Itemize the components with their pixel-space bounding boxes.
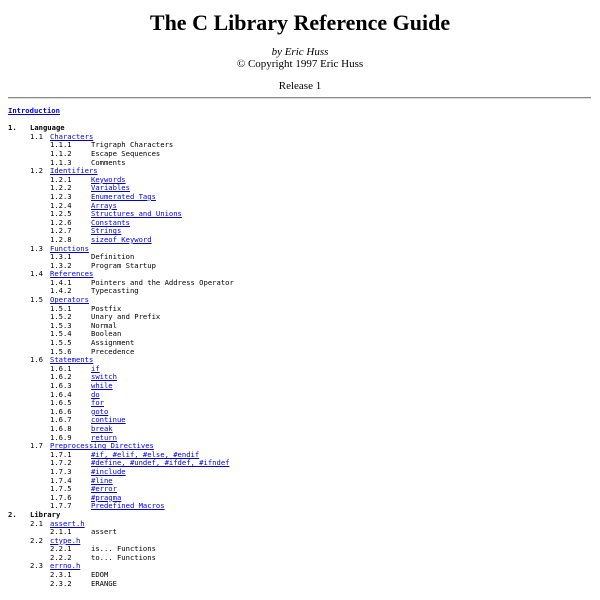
toc-entry-label: Trigraph Characters	[91, 140, 174, 150]
toc-entry	[8, 287, 593, 296]
toc-entry-link[interactable]: Predefined Macros	[91, 501, 165, 511]
toc-entry-number: 1.6.2	[50, 372, 72, 382]
toc-entry-number: 1.5.6	[50, 346, 72, 356]
toc-entry-label: Pointers and the Address Operator	[91, 277, 234, 287]
toc-entry-link[interactable]: Preprocessing Directives	[50, 441, 154, 451]
toc-entry-link[interactable]: ctype.h	[50, 535, 81, 545]
toc-entry	[8, 528, 593, 537]
toc-intro-row	[8, 107, 593, 116]
toc-section-heading: Language	[30, 123, 65, 133]
toc-entry-link[interactable]: switch	[91, 372, 117, 382]
toc-entry-number: 2.2	[30, 535, 43, 545]
toc-entry-number: 1.6.3	[50, 381, 72, 390]
toc-entry-number: 1.5.2	[50, 312, 72, 322]
toc-entry-number: 1.3	[30, 243, 43, 253]
toc-entry-link[interactable]: return	[91, 432, 117, 442]
toc-entry-number: 1.7	[30, 441, 43, 451]
toc-entry-link[interactable]: errno.h	[50, 561, 81, 571]
toc-entry-link[interactable]: References	[50, 269, 94, 279]
toc-entry-number: 1.6	[30, 355, 43, 365]
toc-entry-label: to... Functions	[91, 552, 156, 562]
toc-entry-number: 1.2.1	[50, 174, 72, 184]
toc-entry-link[interactable]: while	[91, 381, 113, 390]
toc-entry-link[interactable]: assert.h	[50, 518, 85, 528]
toc-entry-link[interactable]: for	[91, 398, 104, 408]
toc-entry	[8, 348, 593, 357]
toc-entry-link[interactable]: Characters	[50, 131, 94, 141]
toc-entry-label: Comments	[91, 157, 126, 167]
toc-entry-number: 1.1.3	[50, 157, 72, 167]
toc-entry	[8, 236, 593, 245]
toc-entry-number: 1.5.3	[50, 320, 72, 330]
toc-entry-link[interactable]: #line	[91, 475, 113, 485]
copyright-notice: © Copyright 1997 Eric Huss	[236, 58, 364, 70]
toc-entry-number: 1.6.9	[50, 432, 72, 442]
toc-entry-number: 1.7.1	[50, 449, 72, 459]
toc-entry-link[interactable]: #pragma	[91, 492, 122, 502]
toc-entry-label: Unary and Prefix	[91, 312, 161, 322]
toc-entry-number: 1.	[8, 123, 17, 133]
page-title: The C Library Reference Guide	[149, 10, 451, 35]
toc-entry-link[interactable]: Variables	[91, 183, 130, 193]
toc-entry-label: Normal	[91, 320, 117, 330]
toc-entry-link[interactable]: Constants	[91, 217, 130, 227]
toc-entry-label: Typecasting	[91, 286, 139, 296]
toc-entry-label: ERANGE	[91, 578, 117, 588]
toc-entry-number: 1.1.2	[50, 148, 72, 158]
toc-entry-number: 1.4	[30, 269, 43, 279]
toc-entry-link[interactable]: Statements	[50, 355, 94, 365]
toc-entry-number: 1.2.3	[50, 191, 72, 201]
table-of-contents	[8, 107, 593, 588]
toc-entry-number: 1.5	[30, 295, 43, 305]
toc-entry-number: 1.5.1	[50, 303, 72, 313]
toc-entry-label: Program Startup	[91, 260, 156, 270]
toc-entry-number: 1.6.4	[50, 389, 72, 399]
toc-entry-number: 1.2.7	[50, 226, 72, 236]
toc-entry-number: 1.5.5	[50, 338, 72, 348]
toc-entry-number: 2.1	[30, 518, 43, 528]
toc-entry	[8, 502, 593, 511]
toc-entry-number: 2.3.1	[50, 570, 72, 580]
toc-entry-number: 1.1	[30, 131, 43, 141]
horizontal-rule	[8, 97, 591, 99]
toc-entry-number: 1.2.5	[50, 209, 72, 219]
toc-entry-label: Precedence	[91, 346, 135, 356]
toc-entry-link[interactable]: Enumerated Tags	[91, 191, 156, 201]
toc-entry-label: EDOM	[91, 570, 109, 580]
introduction-link[interactable]: Introduction	[8, 106, 60, 115]
toc-entry-number: 2.1.1	[50, 527, 72, 537]
toc-section-heading: Library	[30, 509, 61, 519]
toc-entry-link[interactable]: #if, #elif, #else, #endif	[91, 449, 200, 459]
toc-entry-number: 1.4.1	[50, 277, 72, 287]
toc-entry-link[interactable]: Identifiers	[50, 166, 98, 176]
toc-entry-link[interactable]: Keywords	[91, 174, 126, 184]
toc-entry-number: 2.	[8, 509, 17, 519]
toc-entry-link[interactable]: Structures and Unions	[91, 209, 182, 219]
toc-entry-label: is... Functions	[91, 544, 156, 554]
toc-entry-label: Postfix	[91, 303, 122, 313]
toc-entry	[8, 580, 593, 589]
release-label: Release 1	[278, 80, 322, 92]
toc-entry-number: 1.2	[30, 166, 43, 176]
toc-entry-number: 1.2.6	[50, 217, 72, 227]
toc-entry-number: 1.2.2	[50, 183, 72, 193]
toc-entry-link[interactable]: if	[91, 363, 100, 373]
toc-entry-number: 1.6.1	[50, 363, 72, 373]
toc-entry-link[interactable]: Arrays	[91, 200, 117, 210]
toc-entry-link[interactable]: Strings	[91, 226, 122, 236]
toc-entry-link[interactable]: Operators	[50, 295, 89, 305]
toc-entry-link[interactable]: goto	[91, 406, 109, 416]
toc-entry-label: Definition	[91, 252, 135, 262]
toc-entry	[8, 554, 593, 563]
toc-entry-number: 2.3	[30, 561, 43, 571]
toc-entry-label: Escape Sequences	[91, 148, 161, 158]
toc-entry-number: 1.7.4	[50, 475, 72, 485]
toc-entry-link[interactable]: sizeof Keyword	[91, 234, 152, 244]
toc-entry-number: 1.6.6	[50, 406, 72, 416]
toc-entry-link[interactable]: do	[91, 389, 100, 399]
toc-entry-number: 1.5.4	[50, 329, 72, 339]
toc-entry-link[interactable]: #include	[91, 466, 126, 476]
toc-entry-label: assert	[91, 527, 117, 537]
author-byline: by Eric Huss	[271, 46, 329, 58]
toc-entry-number: 1.6.7	[50, 415, 72, 425]
toc-entry-number: 1.4.2	[50, 286, 72, 296]
toc-entry-number: 1.1.1	[50, 140, 72, 150]
toc-entry	[8, 262, 593, 271]
toc-spacer	[8, 116, 593, 125]
toc-entry-number: 1.2.4	[50, 200, 72, 210]
toc-list	[8, 124, 593, 588]
toc-entry-link[interactable]: #error	[91, 484, 117, 494]
toc-entry-link[interactable]: #define, #undef, #ifdef, #ifndef	[91, 458, 230, 468]
toc-entry-number: 2.3.2	[50, 578, 72, 588]
toc-entry-link[interactable]: Functions	[50, 243, 89, 253]
toc-entry	[8, 511, 593, 520]
toc-entry-number: 2.2.1	[50, 544, 72, 554]
toc-entry-number: 1.6.5	[50, 398, 72, 408]
toc-entry-number: 1.3.1	[50, 252, 72, 262]
toc-entry-number: 1.7.7	[50, 501, 72, 511]
toc-entry-number: 1.3.2	[50, 260, 72, 270]
toc-entry-number: 1.7.3	[50, 466, 72, 476]
toc-entry-label: Assignment	[91, 338, 135, 348]
toc-entry-number: 1.7.6	[50, 492, 72, 502]
toc-entry-number: 1.6.8	[50, 423, 72, 433]
toc-entry-link[interactable]: break	[91, 423, 113, 433]
toc-entry-number: 1.7.2	[50, 458, 72, 468]
toc-entry-number: 2.2.2	[50, 552, 72, 562]
toc-entry-label: Boolean	[91, 329, 122, 339]
toc-entry-number: 1.7.5	[50, 484, 72, 494]
toc-entry-link[interactable]: continue	[91, 415, 126, 425]
toc-entry	[8, 124, 593, 133]
toc-entry-number: 1.2.8	[50, 234, 72, 244]
